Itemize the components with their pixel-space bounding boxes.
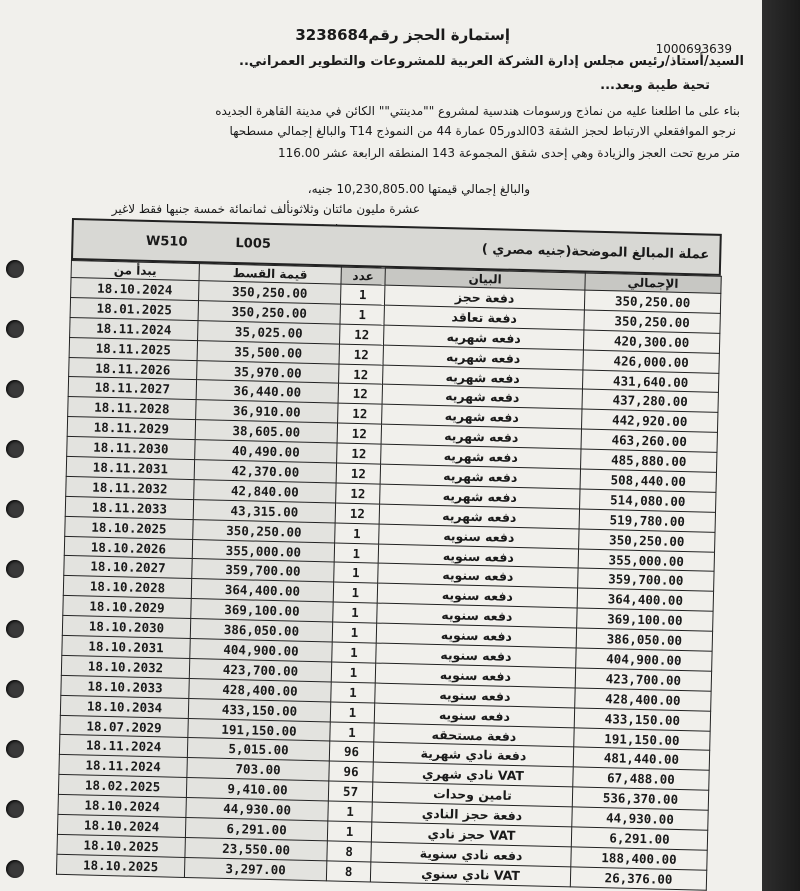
cell-date: 18.10.2025: [65, 516, 193, 539]
cell-date: 18.10.2033: [61, 675, 189, 698]
cell-count: 1: [331, 662, 375, 683]
cell-date: 18.10.2027: [64, 556, 192, 579]
binder-hole: [6, 260, 24, 278]
cell-installment: 404,900.00: [190, 639, 332, 662]
cell-installment: 359,700.00: [192, 559, 334, 582]
cell-total: 536,370.00: [572, 787, 708, 810]
cell-date: 18.11.2024: [70, 317, 198, 340]
cell-installment: 42,840.00: [194, 479, 336, 502]
reference-code: 1000693639: [655, 42, 732, 56]
cell-date: 18.11.2030: [67, 437, 195, 460]
cell-date: 18.11.2027: [68, 377, 196, 400]
cell-installment: 369,100.00: [191, 599, 333, 622]
cell-description: دفعة حجز: [384, 285, 584, 310]
binder-hole: [6, 680, 24, 698]
cell-count: 12: [340, 324, 384, 345]
cell-installment: 5,015.00: [187, 738, 329, 761]
cell-description: دفعه سنويه: [378, 564, 578, 589]
cell-count: 1: [328, 801, 372, 822]
cell-count: 1: [331, 682, 375, 703]
cell-total: 431,640.00: [582, 370, 718, 393]
cell-total: 481,440.00: [573, 747, 709, 770]
cell-installment: 350,250.00: [193, 519, 335, 542]
cell-count: 12: [335, 503, 379, 524]
cell-date: 18.10.2025: [56, 854, 184, 877]
cell-count: 1: [340, 304, 384, 325]
cell-description: دفعه سنويه: [375, 683, 575, 708]
cell-count: 1: [332, 642, 376, 663]
cell-date: 18.10.2024: [71, 277, 199, 300]
cell-count: 1: [335, 523, 379, 544]
cell-installment: 23,550.00: [185, 837, 327, 860]
cell-count: 12: [338, 403, 382, 424]
cell-installment: 428,400.00: [189, 678, 331, 701]
cell-date: 18.10.2030: [62, 616, 190, 639]
cell-total: 508,440.00: [580, 469, 716, 492]
cell-date: 18.10.2031: [62, 635, 190, 658]
cell-installment: 355,000.00: [192, 539, 334, 562]
unit-codes: [73, 232, 343, 254]
col-header-description: البيان: [385, 268, 585, 290]
cell-installment: 38,605.00: [195, 420, 337, 443]
cell-date: 18.10.2025: [57, 834, 185, 857]
cell-installment: 6,291.00: [185, 818, 327, 841]
cell-date: 18.10.2024: [58, 794, 186, 817]
cell-description: دفعه شهريه: [380, 484, 580, 509]
cell-description: دفعة نادي شهرية: [373, 743, 573, 768]
cell-total: 364,400.00: [577, 588, 713, 611]
cell-count: 8: [326, 861, 370, 882]
cell-description: دفعه شهريه: [380, 464, 580, 489]
cell-installment: 40,490.00: [195, 440, 337, 463]
cell-installment: 191,150.00: [188, 718, 330, 741]
cell-total: 437,280.00: [582, 389, 718, 412]
greeting: تحية طيبة وبعد...: [600, 78, 710, 93]
cell-installment: 3,297.00: [184, 857, 326, 880]
total-amount-words: عشرة مليون مائتان وثلاثونألف ثمانمائة خمسة جنيها فقط لاغير: [111, 202, 420, 216]
cell-count: 12: [337, 423, 381, 444]
cell-count: 12: [337, 443, 381, 464]
cell-installment: 42,370.00: [194, 460, 336, 483]
cell-count: 12: [336, 463, 380, 484]
cell-installment: 433,150.00: [188, 698, 330, 721]
cell-date: 18.11.2026: [69, 357, 197, 380]
cell-description: دفعه شهريه: [383, 365, 583, 390]
cell-installment: 36,910.00: [196, 400, 338, 423]
cell-date: 18.11.2024: [59, 755, 187, 778]
cell-installment: 423,700.00: [189, 658, 331, 681]
cell-total: 442,920.00: [581, 409, 717, 432]
cell-total: 369,100.00: [577, 608, 713, 631]
cell-installment: 703.00: [187, 758, 329, 781]
cell-total: 433,150.00: [574, 708, 710, 731]
total-amount-line: والبالغ إجمالي قيمتها 10,230,805.00 جنيه،: [307, 182, 530, 196]
binder-hole: [6, 560, 24, 578]
cell-installment: 364,400.00: [191, 579, 333, 602]
cell-installment: 350,250.00: [198, 301, 340, 324]
cell-description: دفعه سنويه: [376, 623, 576, 648]
binder-hole: [6, 620, 24, 638]
cell-description: دفعه سنويه: [374, 703, 574, 728]
binder-holes: [6, 0, 30, 891]
cell-description: دفعه شهريه: [381, 424, 581, 449]
cell-installment: 35,025.00: [198, 320, 340, 343]
cell-total: 67,488.00: [573, 767, 709, 790]
cell-count: 57: [328, 781, 372, 802]
cell-description: دفعه شهريه: [381, 444, 581, 469]
cell-date: 18.01.2025: [70, 297, 198, 320]
body-line-3: 116.00 متر مربع تحت العجز والزيادة وهي إحدى شقق المجموعة 143 المنطقه الرابعة عشر: [278, 146, 740, 160]
cell-date: 18.11.2028: [68, 397, 196, 420]
cell-installment: 44,930.00: [186, 798, 328, 821]
binder-hole: [6, 440, 24, 458]
cell-total: 188,400.00: [571, 847, 707, 870]
cell-date: 18.10.2026: [64, 536, 192, 559]
unit-code-l: L005: [235, 235, 272, 252]
cell-date: 18.11.2024: [59, 735, 187, 758]
cell-date: 18.02.2025: [58, 775, 186, 798]
cell-total: 6,291.00: [571, 827, 707, 850]
body-line-2: نرجو الموافقعلي الارتباط لحجز الشقة 03الدور05 عمارة 44 من النموذج T14 والبالغ إجمالي مسطحها: [229, 124, 736, 138]
cell-installment: 9,410.00: [186, 778, 328, 801]
cell-count: 96: [329, 741, 373, 762]
cell-total: 426,000.00: [583, 350, 719, 373]
cell-description: دفعه سنويه: [377, 603, 577, 628]
cell-count: 1: [334, 543, 378, 564]
currency-label: عملة المبالغ الموضحة(جنيه مصري ): [481, 241, 710, 263]
cell-date: 18.10.2034: [60, 695, 188, 718]
cell-description: دفعه سنويه: [375, 663, 575, 688]
cell-description: VAT حجز نادي: [371, 822, 571, 847]
cell-description: تامين وحدات: [372, 782, 572, 807]
background-edge: [762, 0, 800, 891]
cell-description: دفعه سنويه: [379, 524, 579, 549]
binder-hole: [6, 500, 24, 518]
cell-count: 1: [332, 622, 376, 643]
cell-count: 1: [340, 284, 384, 305]
cell-description: دفعه سنويه: [377, 583, 577, 608]
cell-total: 463,260.00: [581, 429, 717, 452]
cell-description: دفعه نادي سنوية: [371, 842, 571, 867]
schedule-table: [56, 260, 722, 890]
unit-code-w: W510: [145, 233, 188, 250]
cell-total: 359,700.00: [578, 568, 714, 591]
cell-installment: 35,500.00: [197, 340, 339, 363]
cell-date: 18.10.2028: [63, 576, 191, 599]
cell-description: VAT نادي شهري: [373, 762, 573, 787]
cell-count: 12: [339, 344, 383, 365]
cell-description: دفعة مستحقه: [374, 723, 574, 748]
col-header-total: الإجمالي: [585, 273, 721, 293]
cell-date: 18.11.2025: [69, 337, 197, 360]
cell-description: دفعة حجز النادي: [372, 802, 572, 827]
cell-total: 386,050.00: [576, 628, 712, 651]
cell-count: 1: [334, 562, 378, 583]
col-header-installment: قيمة القسط: [199, 264, 341, 284]
cell-count: 12: [338, 384, 382, 405]
addressee: السيد/أستاذ/رئيس مجلس إدارة الشركة العربية للمشروعات والتطوير العمراني..: [239, 54, 744, 69]
cell-date: 18.11.2033: [65, 496, 193, 519]
cell-description: دفعه شهريه: [379, 504, 579, 529]
cell-date: 18.07.2029: [60, 715, 188, 738]
cell-date: 18.10.2024: [57, 814, 185, 837]
cell-count: 1: [333, 582, 377, 603]
cell-total: 420,300.00: [583, 330, 719, 353]
cell-description: دفعه سنويه: [376, 643, 576, 668]
cell-description: VAT نادي سنوي: [370, 862, 570, 887]
cell-total: 44,930.00: [572, 807, 708, 830]
cell-count: 1: [333, 602, 377, 623]
cell-total: 350,250.00: [579, 529, 715, 552]
cell-description: دفعه شهريه: [383, 345, 583, 370]
cell-total: 404,900.00: [576, 648, 712, 671]
col-header-count: عدد: [341, 267, 385, 285]
cell-count: 12: [339, 364, 383, 385]
cell-description: دفعه شهريه: [383, 325, 583, 350]
cell-total: 350,250.00: [584, 310, 720, 333]
cell-total: 428,400.00: [575, 688, 711, 711]
table-body: [56, 277, 720, 889]
cell-description: دفعه شهريه: [382, 385, 582, 410]
body-line-1: بناء على ما اطلعنا عليه من نماذج ورسومات هندسية لمشروع ""مدينتي"" الكائن في مدينة القاهرة الجديده: [215, 104, 740, 118]
cell-installment: 350,250.00: [199, 281, 341, 304]
cell-description: دفعه شهريه: [382, 404, 582, 429]
binder-hole: [6, 740, 24, 758]
cell-date: 18.11.2029: [67, 417, 195, 440]
cell-total: 191,150.00: [574, 728, 710, 751]
cell-total: 519,780.00: [579, 509, 715, 532]
cell-date: 18.11.2032: [66, 476, 194, 499]
cell-description: دفعه سنويه: [378, 544, 578, 569]
cell-count: 1: [327, 821, 371, 842]
cell-date: 18.10.2032: [61, 655, 189, 678]
binder-hole: [6, 320, 24, 338]
cell-date: 18.11.2031: [66, 456, 194, 479]
cell-installment: 36,440.00: [196, 380, 338, 403]
cell-count: 96: [329, 761, 373, 782]
binder-hole: [6, 380, 24, 398]
binder-hole: [6, 800, 24, 818]
payment-schedule: [56, 218, 722, 890]
cell-description: دفعة تعاقد: [384, 305, 584, 330]
cell-total: 350,250.00: [584, 290, 720, 313]
cell-count: 1: [330, 722, 374, 743]
cell-count: 1: [330, 702, 374, 723]
cell-total: 485,880.00: [581, 449, 717, 472]
cell-count: 8: [327, 841, 371, 862]
col-header-date: يبدأ من: [71, 260, 199, 280]
cell-installment: 35,970.00: [197, 360, 339, 383]
binder-hole: [6, 860, 24, 878]
cell-total: 514,080.00: [580, 489, 716, 512]
cell-installment: 43,315.00: [193, 499, 335, 522]
cell-total: 26,376.00: [570, 867, 706, 890]
cell-count: 12: [336, 483, 380, 504]
cell-total: 355,000.00: [578, 549, 714, 572]
cell-date: 18.10.2029: [63, 596, 191, 619]
cell-total: 423,700.00: [575, 668, 711, 691]
cell-installment: 386,050.00: [190, 619, 332, 642]
form-title: إستمارة الحجز رقم3238684: [295, 26, 510, 44]
